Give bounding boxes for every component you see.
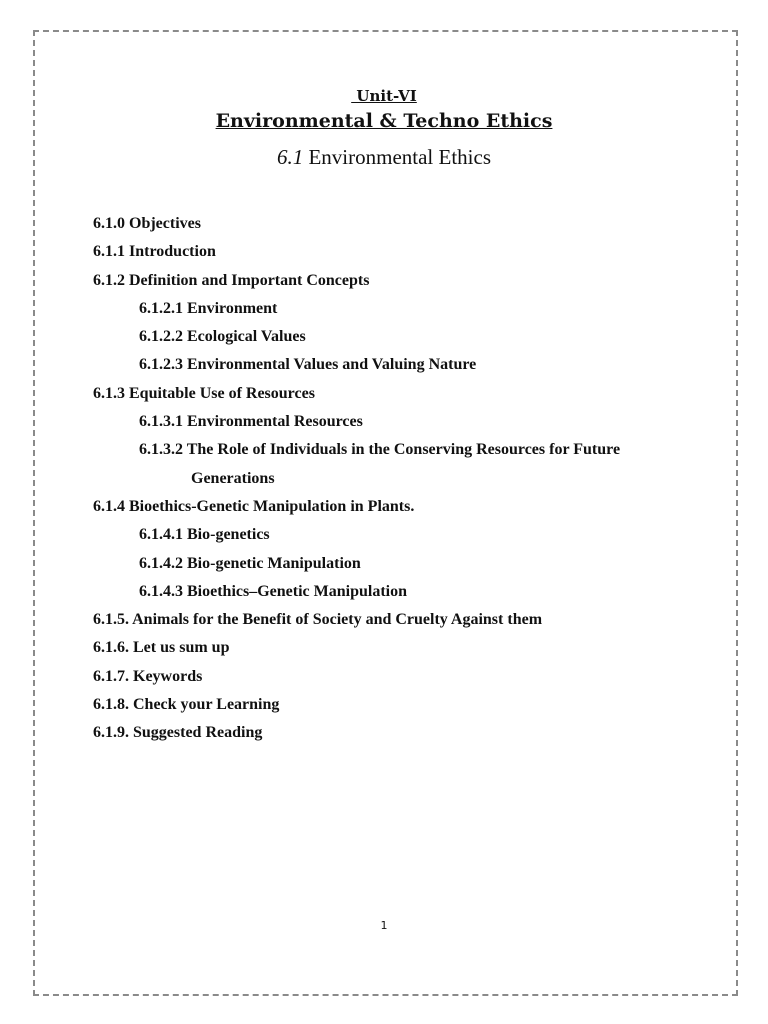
main-title [0,110,768,132]
section-number: 6.1 [276,145,304,169]
toc-item: 6.1.3.2 The Role of Individuals in the Conserving Resources for Future [139,441,621,459]
toc-item: 6.1.3 Equitable Use of Resources [93,384,315,402]
toc-item: 6.1.2.2 Ecological Values [139,328,306,346]
page-number: 1 [380,919,388,932]
toc-item: 6.1.4 Bioethics-Genetic Manipulation in Plants. [93,497,415,515]
toc-item: 6.1.2.3 Environmental Values and Valuing Nature [139,356,477,374]
toc-item: Generations [191,469,275,487]
toc-item: 6.1.4.1 Bio-genetics [139,526,270,544]
unit-label [0,87,768,105]
toc-item: 6.1.9. Suggested Reading [93,724,263,742]
toc-item: 6.1.8. Check your Learning [93,696,280,714]
section-title-text: Environmental Ethics [308,145,492,169]
toc-item: 6.1.4.2 Bio-genetic Manipulation [139,554,361,572]
unit-label-text: Unit-VI [351,87,417,105]
toc-item: 6.1.2 Definition and Important Concepts [93,271,370,289]
toc-item: 6.1.1 Introduction [93,243,216,261]
toc-item: 6.1.4.3 Bioethics–Genetic Manipulation [139,582,407,600]
toc-item: 6.1.5. Animals for the Benefit of Society and Cruelty Against them [93,611,543,629]
toc-item: 6.1.6. Let us sum up [93,639,230,657]
section-title [0,145,768,170]
toc-item: 6.1.0 Objectives [93,215,201,232]
main-title-text: Environmental & Techno Ethics [215,110,553,132]
toc-item: 6.1.2.1 Environment [139,299,278,317]
toc-item: 6.1.7. Keywords [93,667,203,685]
toc-item: 6.1.3.1 Environmental Resources [139,413,363,431]
table-of-contents [93,210,620,748]
